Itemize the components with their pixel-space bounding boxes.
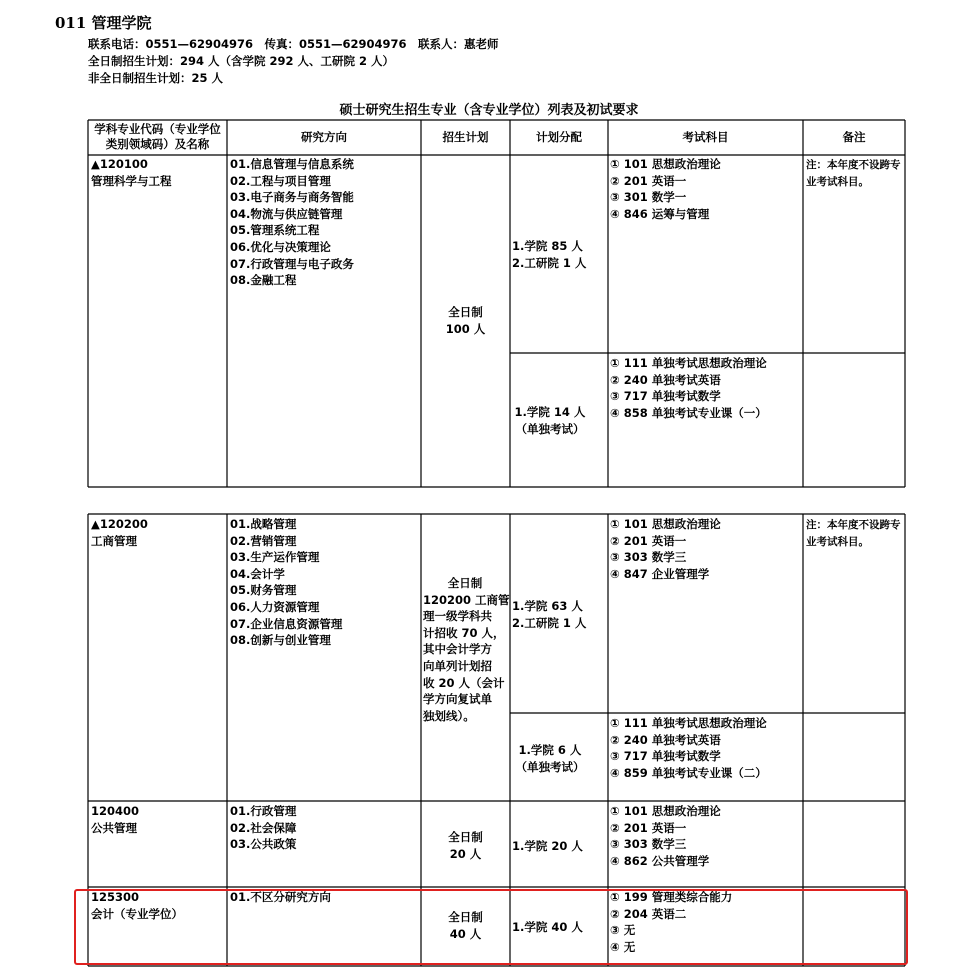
row-120200-subjects-separate: ① 111 单独考试思想政治理论 ② 240 单独考试英语 ③ 717 单独考试数学 ④ 859 单独考试专业课（二） [610,716,767,780]
row-120200-alloc-fulltime: 1.学院 63 人 2.工研院 1 人 [512,599,587,630]
row-120200-alloc-separate: 1.学院 6 人 （单独考试） [515,743,585,774]
row-120400-plan: 全日制 20 人 [448,830,483,861]
table-title: 硕士研究生招生专业（含专业学位）列表及初试要求 [339,103,639,118]
row-120200-subjects-fulltime: ① 101 思想政治理论 ② 201 英语一 ③ 303 数学三 ④ 847 企业管理学 [610,517,721,581]
row-125300-alloc: 1.学院 40 人 [512,920,583,934]
col-header-code: 学科专业代码（专业学位 类别领域码）及名称 [94,122,221,151]
row-125300-subjects: ① 199 管理类综合能力 ② 204 英语二 ③ 无 ④ 无 [610,890,733,954]
row-120400-directions: 01.行政管理 02.社会保障 03.公共政策 [230,804,297,852]
col-header-plan: 招生计划 [442,130,489,144]
row-120400-subjects: ① 101 思想政治理论 ② 201 英语一 ③ 303 数学三 ④ 862 公共管理学 [610,804,721,868]
row-120400-alloc: 1.学院 20 人 [512,839,583,853]
highlight-box [74,889,908,965]
row-120200-code: ▲120200 工商管理 [91,517,148,548]
row-125300-code: 125300 会计（专业学位） [91,890,183,921]
row-120100-subjects-fulltime: ① 101 思想政治理论 ② 201 英语一 ③ 301 数学一 ④ 846 运筹与管理 [610,157,721,221]
row-120100-remark: 注：本年度不设跨专 业考试科目。 [806,159,901,188]
col-header-subjects: 考试科目 [682,130,729,144]
row-120100-plan: 全日制 100 人 [445,305,486,336]
row-120200-plan: 全日制 120200 工商管 理一级学科共 计招收 70 人， 其中会计学方 向单列计划招 收 20 人（会计 学方向复试单 独划线）。 [423,576,510,723]
row-120100-subjects-separate: ① 111 单独考试思想政治理论 ② 240 单独考试英语 ③ 717 单独考试数学 ④ 858 单独考试专业课（一） [610,356,767,420]
row-120100-directions: 01.信息管理与信息系统 02.工程与项目管理 03.电子商务与商务智能 04.物流与供应链管理 05.管理系统工程 06.优化与决策理论 07.行政管理与电子政务 08.金融工程 [230,157,354,288]
col-header-remark: 备注 [842,130,866,144]
col-header-direction: 研究方向 [301,130,347,144]
college-title: 011 管理学院 [55,14,152,32]
contact-line: 联系电话：0551—62904976 传真：0551—62904976 联系人：惠老师 [88,37,499,51]
row-125300-plan: 全日制 40 人 [448,910,483,941]
row-125300-directions: 01.不区分研究方向 [230,890,331,904]
fulltime-plan-line: 全日制招生计划：294 人（含学院 292 人、工研院 2 人） [88,54,395,68]
row-120200-directions: 01.战略管理 02.营销管理 03.生产运作管理 04.会计学 05.财务管理 06.人力资源管理 07.企业信息资源管理 08.创新与创业管理 [230,517,343,648]
row-120100-alloc-fulltime: 1.学院 85 人 2.工研院 1 人 [512,239,587,270]
row-120200-remark: 注：本年度不设跨专 业考试科目。 [806,519,901,548]
row-120400-code: 120400 公共管理 [91,804,140,835]
parttime-plan-line: 非全日制招生计划：25 人 [88,71,224,85]
row-120100-code: ▲120100 管理科学与工程 [91,157,172,188]
row-120100-alloc-separate: 1.学院 14 人 （单独考试） [514,405,586,436]
col-header-allocation: 计划分配 [536,130,582,144]
